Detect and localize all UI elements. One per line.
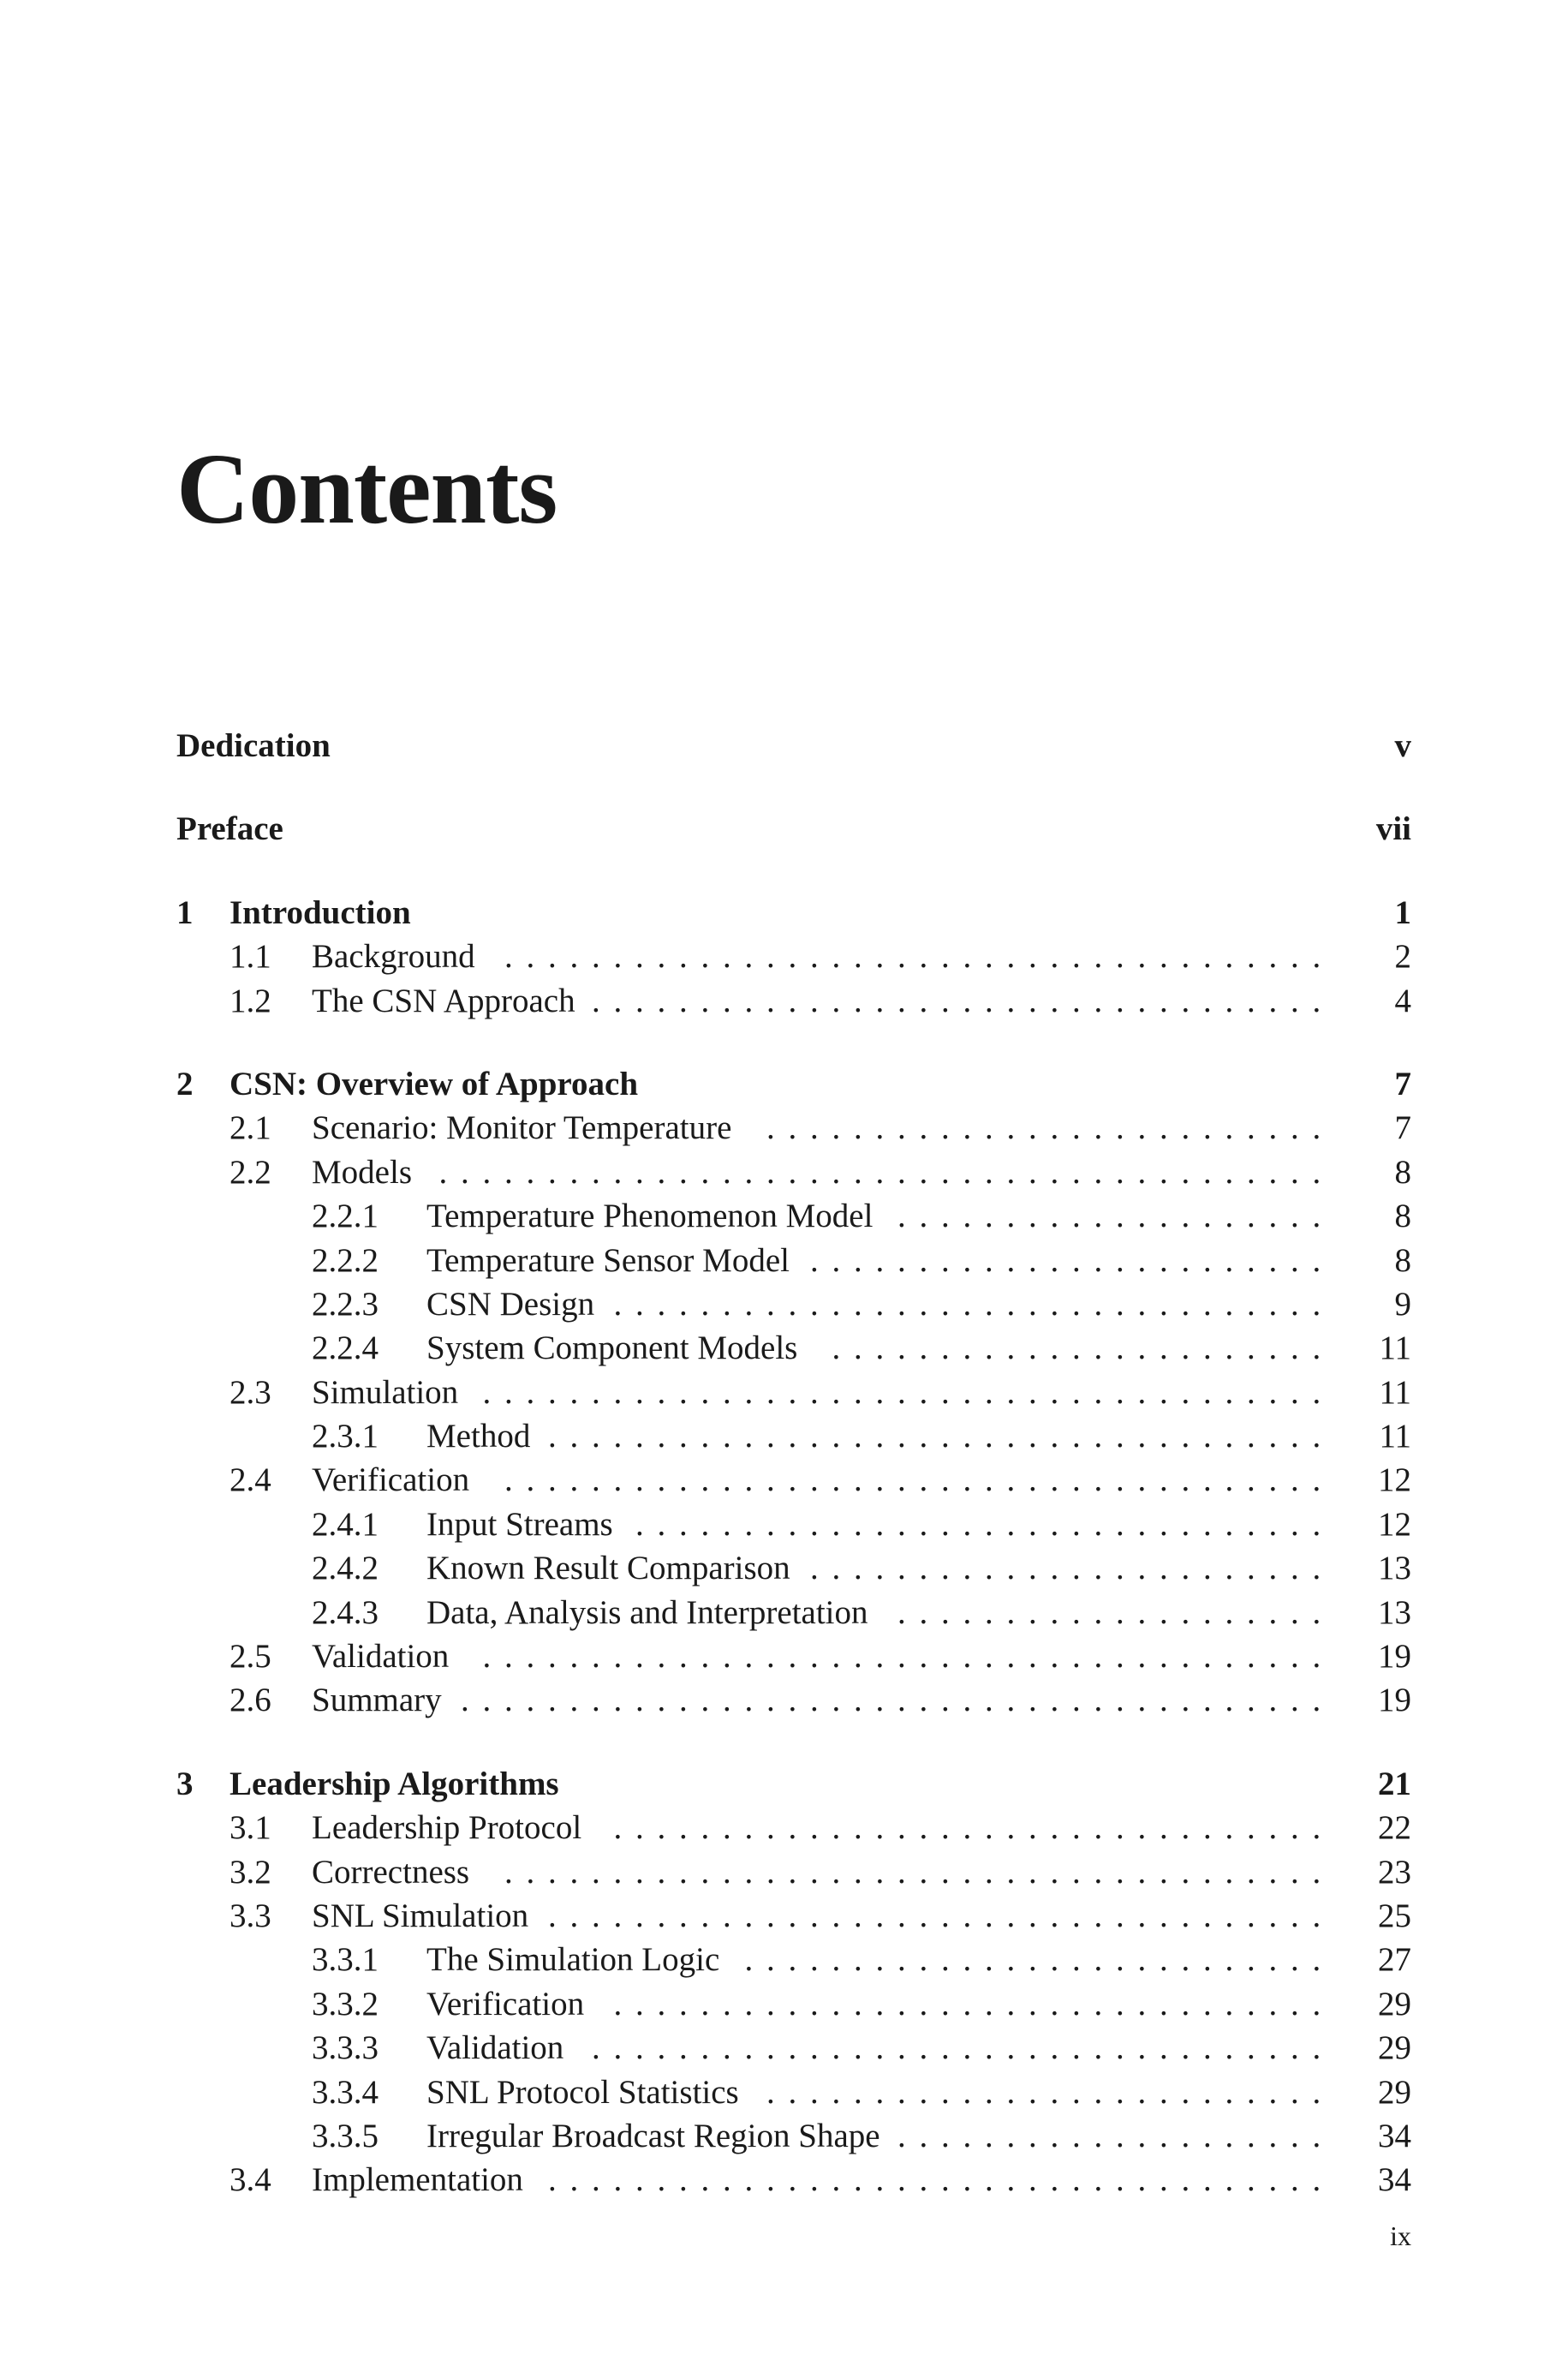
dot-leader: ........................................	[461, 1682, 1334, 1719]
toc-entry[interactable]	[176, 1591, 1411, 1634]
toc-entry-title: Validation	[312, 1638, 450, 1676]
toc-entry-number: 3.4	[230, 2161, 271, 2199]
toc-entry-number: 3.3.1	[312, 1941, 379, 1979]
toc-entry-page: 34	[1378, 2117, 1411, 2154]
dot-leader: .......................	[832, 1329, 1334, 1367]
toc-entry-title: Preface	[176, 810, 283, 848]
dot-leader: .......................................	[482, 1373, 1334, 1411]
toc-entry-page: 8	[1394, 1241, 1411, 1279]
dot-leader: ..................................	[592, 982, 1334, 1019]
toc-entry[interactable]	[176, 2114, 1411, 2158]
toc-entry-number: 3	[176, 1765, 194, 1802]
toc-entry-title: Scenario: Monitor Temperature	[312, 1109, 732, 1147]
toc-entry-page: 11	[1379, 1373, 1411, 1411]
toc-entry-page: 8	[1394, 1153, 1411, 1191]
toc-entry[interactable]	[176, 1982, 1411, 2026]
dot-leader: ...........................	[744, 1941, 1334, 1979]
toc-entry-title: Simulation	[312, 1373, 459, 1411]
toc-entry[interactable]	[176, 1150, 1411, 1194]
toc-entry-number: 2.3	[230, 1373, 271, 1411]
toc-entry[interactable]	[176, 1938, 1411, 1981]
toc-entry[interactable]	[176, 724, 1411, 768]
toc-entry-title: Leadership Algorithms	[230, 1765, 559, 1802]
toc-entry[interactable]	[176, 2158, 1411, 2202]
dot-leader: ....................	[897, 1593, 1334, 1631]
toc-entry[interactable]	[176, 1106, 1411, 1150]
toc-entry-page: 25	[1378, 1897, 1411, 1934]
table-of-contents	[176, 724, 1411, 2202]
dot-leader: ....................	[897, 1198, 1334, 1235]
toc-entry-number: 3.2	[230, 1853, 271, 1891]
toc-entry-page: 7	[1394, 1065, 1411, 1102]
toc-entry[interactable]	[176, 1762, 1411, 1806]
toc-entry-title: Method	[426, 1418, 531, 1455]
toc-entry-title: Verification	[312, 1461, 470, 1499]
toc-entry-page: 29	[1378, 1985, 1411, 2022]
toc-entry-title: CSN Design	[426, 1285, 595, 1323]
dot-leader: ....................................	[548, 1897, 1334, 1934]
toc-entry-number: 2.3.1	[312, 1418, 379, 1455]
toc-entry-number: 1.1	[230, 938, 271, 976]
toc-entry-number: 2.6	[230, 1682, 271, 1719]
toc-entry-title: System Component Models	[426, 1329, 798, 1367]
toc-entry[interactable]	[176, 1282, 1411, 1326]
toc-entry-number: 2.2	[230, 1153, 271, 1191]
toc-entry[interactable]	[176, 1546, 1411, 1590]
toc-entry-page: 34	[1378, 2161, 1411, 2199]
dot-leader: ....................	[897, 2117, 1334, 2154]
dot-leader: ......................................	[504, 1461, 1334, 1499]
toc-entry-number: 3.3.2	[312, 1985, 379, 2022]
toc-entry-page: 8	[1394, 1198, 1411, 1235]
dot-leader: ....................................	[548, 1418, 1334, 1455]
toc-entry-page: 22	[1378, 1809, 1411, 1847]
toc-entry-page: 13	[1378, 1550, 1411, 1587]
toc-entry-title: Irregular Broadcast Region Shape	[426, 2117, 880, 2154]
toc-entry-title: Introduction	[230, 893, 411, 931]
toc-entry-number: 3.1	[230, 1809, 271, 1847]
toc-entry-title: SNL Protocol Statistics	[426, 2073, 739, 2111]
toc-entry-page: 2	[1394, 938, 1411, 976]
toc-entry-number: 2.2.4	[312, 1329, 379, 1367]
toc-entry-page: 7	[1394, 1109, 1411, 1147]
page-title: Contents	[176, 433, 557, 545]
toc-entry[interactable]	[176, 1062, 1411, 1106]
toc-entry-title: Temperature Phenomenon Model	[426, 1198, 873, 1235]
toc-entry-page: 9	[1394, 1285, 1411, 1323]
toc-entry-page: 21	[1378, 1765, 1411, 1802]
toc-entry[interactable]	[176, 1850, 1411, 1894]
toc-entry-number: 2	[176, 1065, 194, 1102]
toc-entry-page: 23	[1378, 1853, 1411, 1891]
toc-entry-page: 12	[1378, 1505, 1411, 1543]
toc-entry-number: 2.1	[230, 1109, 271, 1147]
toc-entry[interactable]	[176, 1894, 1411, 1938]
toc-entry-number: 2.4	[230, 1461, 271, 1499]
toc-entry[interactable]	[176, 1678, 1411, 1722]
toc-entry-title: The Simulation Logic	[426, 1941, 720, 1979]
toc-entry[interactable]	[176, 1326, 1411, 1370]
dot-leader: .................................	[613, 1285, 1334, 1323]
toc-entry-number: 2.4.1	[312, 1505, 379, 1543]
dot-leader: ......................................	[504, 1853, 1334, 1891]
toc-entry[interactable]	[176, 1239, 1411, 1282]
toc-entry-number: 2.4.2	[312, 1550, 379, 1587]
toc-entry-title: The CSN Approach	[312, 982, 575, 1019]
toc-entry-number: 2.2.3	[312, 1285, 379, 1323]
toc-entry[interactable]	[176, 807, 1411, 851]
toc-entry-page: 19	[1378, 1682, 1411, 1719]
toc-entry[interactable]	[176, 1371, 1411, 1414]
toc-entry-page: 29	[1378, 2073, 1411, 2111]
toc-entry[interactable]	[176, 1503, 1411, 1546]
dot-leader: .................................	[613, 1809, 1334, 1847]
toc-entry-number: 3.3.4	[312, 2073, 379, 2111]
toc-entry[interactable]	[176, 1194, 1411, 1238]
toc-entry[interactable]	[176, 2070, 1411, 2114]
toc-entry-number: 2.4.3	[312, 1593, 379, 1631]
page-number: ix	[1390, 2220, 1411, 2251]
toc-entry-title: Input Streams	[426, 1505, 613, 1543]
toc-entry-page: 12	[1378, 1461, 1411, 1499]
toc-entry[interactable]	[176, 2026, 1411, 2070]
dot-leader: .......................................	[482, 1638, 1334, 1676]
toc-entry-title: Known Result Comparison	[426, 1550, 790, 1587]
toc-entry-page: 13	[1378, 1593, 1411, 1631]
dot-leader: ........................	[810, 1241, 1334, 1279]
toc-entry-page: 27	[1378, 1941, 1411, 1979]
toc-entry-number: 1.2	[230, 982, 271, 1019]
toc-entry-title: CSN: Overview of Approach	[230, 1065, 639, 1102]
toc-entry-title: Background	[312, 938, 475, 976]
toc-entry-number: 3.3.5	[312, 2117, 379, 2154]
toc-entry-title: Verification	[426, 1985, 585, 2022]
toc-entry-number: 2.2.2	[312, 1241, 379, 1279]
dot-leader: ........................	[810, 1550, 1334, 1587]
toc-entry-title: Data, Analysis and Interpretation	[426, 1593, 868, 1631]
toc-entry[interactable]	[176, 1806, 1411, 1849]
toc-entry-page: v	[1394, 727, 1411, 764]
toc-entry-page: 4	[1394, 982, 1411, 1019]
toc-entry-page: vii	[1375, 810, 1411, 848]
toc-entry-title: Validation	[426, 2029, 564, 2067]
toc-entry-page: 1	[1394, 893, 1411, 931]
toc-entry-number: 3.3.3	[312, 2029, 379, 2067]
dot-leader: ......................................	[504, 938, 1334, 976]
toc-entry-number: 3.3	[230, 1897, 271, 1934]
toc-entry-title: Implementation	[312, 2161, 523, 2199]
toc-entry[interactable]	[176, 935, 1411, 978]
dot-leader: ....................................	[548, 2161, 1334, 2199]
toc-entry-page: 11	[1379, 1418, 1411, 1455]
toc-entry-title: Dedication	[176, 727, 331, 764]
dot-leader: .................................	[613, 1985, 1334, 2022]
toc-entry-number: 2.2.1	[312, 1198, 379, 1235]
toc-entry-number: 1	[176, 893, 194, 931]
toc-entry-number: 2.5	[230, 1638, 271, 1676]
toc-entry-page: 29	[1378, 2029, 1411, 2067]
dot-leader: .........................................	[438, 1153, 1334, 1191]
toc-entry-page: 19	[1378, 1638, 1411, 1676]
toc-entry[interactable]	[176, 1414, 1411, 1458]
toc-entry-title: Summary	[312, 1682, 442, 1719]
toc-entry-title: SNL Simulation	[312, 1897, 529, 1934]
dot-leader: ..........................	[766, 2073, 1334, 2111]
toc-entry[interactable]	[176, 979, 1411, 1023]
dot-leader: ..................................	[592, 2029, 1334, 2067]
dot-leader: ................................	[635, 1505, 1334, 1543]
toc-entry[interactable]	[176, 1458, 1411, 1502]
toc-entry-title: Leadership Protocol	[312, 1809, 582, 1847]
toc-entry-title: Correctness	[312, 1853, 470, 1891]
dot-leader: ..........................	[766, 1109, 1334, 1147]
toc-entry[interactable]	[176, 1634, 1411, 1678]
toc-entry[interactable]	[176, 891, 1411, 935]
toc-entry-title: Models	[312, 1153, 412, 1191]
toc-entry-page: 11	[1379, 1329, 1411, 1367]
toc-entry-title: Temperature Sensor Model	[426, 1241, 790, 1279]
